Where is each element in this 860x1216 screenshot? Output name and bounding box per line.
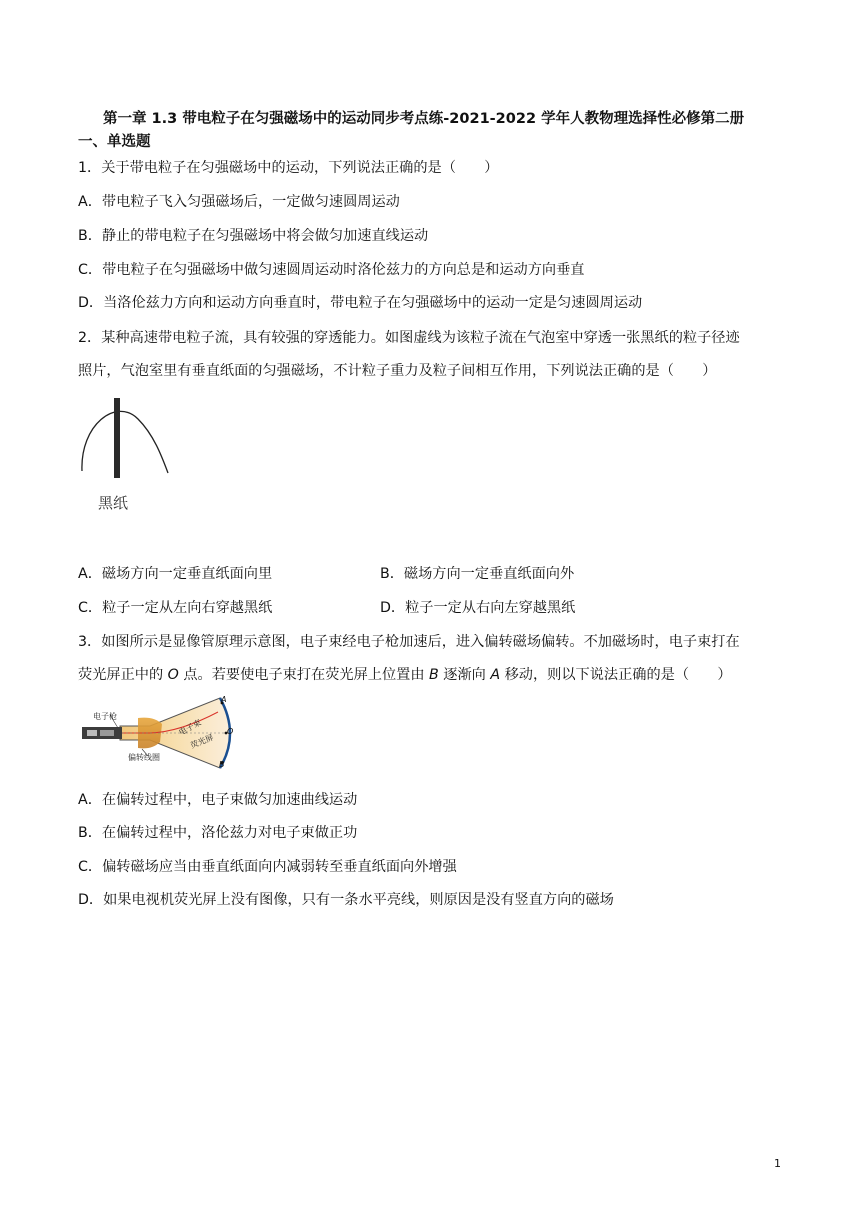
point-o-label: O: [227, 727, 234, 736]
gun-label: 电子枪: [93, 712, 117, 721]
particle-track-diagram: [76, 395, 186, 520]
crt-diagram: [80, 692, 242, 774]
question-1-option-a: A．带电粒子飞入匀强磁场后，一定做匀速圆周运动: [78, 194, 400, 210]
question-1-option-d: D．当洛伦兹力方向和运动方向垂直时，带电粒子在匀强磁场中的运动一定是匀速圆周运动: [78, 295, 643, 311]
question-2-stem-line-2: 照片，气泡室里有垂直纸面的匀强磁场，不计粒子重力及粒子间相互作用，下列说法正确的是（ ）: [78, 363, 717, 379]
question-1-option-c: C．带电粒子在匀强磁场中做匀速圆周运动时洛伦兹力的方向总是和运动方向垂直: [78, 262, 585, 278]
question-3-option-d: D．如果电视机荧光屏上没有图像，只有一条水平亮线，则原因是没有竖直方向的磁场: [78, 892, 614, 908]
particle-track: [82, 411, 168, 473]
beam-label: 电子束: [177, 717, 203, 738]
crt-tube-illustration: [80, 692, 242, 774]
page-number: 1: [774, 1157, 781, 1170]
question-1-option-b: B．静止的带电粒子在匀强磁场中将会做匀加速直线运动: [78, 228, 429, 244]
point-a-label: A: [221, 695, 227, 704]
question-2-option-d: D．粒子一定从右向左穿越黑纸: [380, 600, 576, 616]
question-2-option-b: B．磁场方向一定垂直纸面向外: [380, 566, 575, 582]
question-2-option-a: A．磁场方向一定垂直纸面向里: [78, 566, 273, 582]
coil-label: 偏转线圈: [128, 753, 160, 762]
question-1-stem: 1．关于带电粒子在匀强磁场中的运动，下列说法正确的是（ ）: [78, 160, 499, 176]
black-paper-label: 黑纸: [98, 494, 129, 512]
black-paper: [114, 398, 120, 478]
question-2-stem-line-1: 2．某种高速带电粒子流，具有较强的穿透能力。如图虚线为该粒子流在气泡室中穿透一张黑纸的粒子径迹: [78, 330, 740, 346]
point-b-label: B: [219, 760, 225, 769]
screen-label: 荧光屏: [189, 732, 215, 751]
document-title: 第一章 1.3 带电粒子在匀强磁场中的运动同步考点练-2021-2022 学年人教物理选择性必修第二册: [103, 111, 745, 127]
question-3-stem-line-1: 3．如图所示是显像管原理示意图，电子束经电子枪加速后，进入偏转磁场偏转。不加磁场时，电子束打在: [78, 634, 740, 650]
question-3-option-b: B．在偏转过程中，洛伦兹力对电子束做正功: [78, 825, 358, 841]
section-heading: 一、单选题: [78, 134, 151, 150]
question-3-option-a: A．在偏转过程中，电子束做匀加速曲线运动: [78, 792, 358, 808]
black-paper-figure: [76, 395, 186, 520]
question-3-stem-line-2: 荧光屏正中的 O 点。若要使电子束打在荧光屏上位置由 B 逐渐向 A 移动，则以下说法正确的是（ ）: [78, 667, 732, 683]
question-2-option-c: C．粒子一定从左向右穿越黑纸: [78, 600, 273, 616]
question-3-option-c: C．偏转磁场应当由垂直纸面向内减弱转至垂直纸面向外增强: [78, 859, 457, 875]
